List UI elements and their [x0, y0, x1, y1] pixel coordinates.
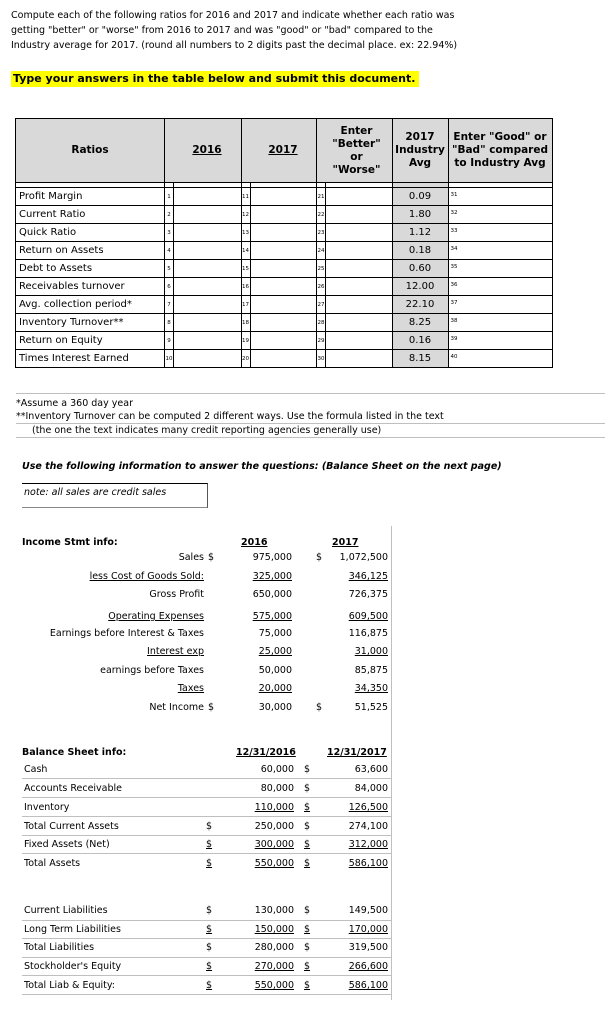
balance-row-dollar-2017: $ — [304, 942, 311, 953]
balance-row-value-2016: 280,000 — [254, 942, 294, 953]
ratio-row — [16, 296, 553, 314]
answer-cell-2017[interactable] — [250, 296, 317, 314]
answer-cell-good-bad[interactable] — [448, 188, 552, 206]
industry-average: 0.18 — [392, 242, 448, 260]
income-statement-title: Income Stmt info: — [22, 537, 118, 548]
balance-row-dollar-2017: $ — [304, 839, 311, 850]
header-good-bad: Enter "Good" or "Bad" compared to Industry Avg — [448, 119, 552, 183]
balance-row-value-2016: 300,000 — [254, 839, 294, 850]
ratio-row — [16, 224, 553, 242]
answer-cell-good-bad[interactable] — [448, 224, 552, 242]
credit-sales-note: note: all sales are credit sales — [24, 487, 167, 498]
ratio-row — [16, 350, 553, 368]
answer-cell-good-bad[interactable] — [448, 260, 552, 278]
balance-row-value-2017: 274,100 — [348, 821, 388, 832]
instruction-line-3: Industry average for 2017. (round all numbers to 2 digits past the decimal place. ex: 22.94%) — [11, 40, 458, 51]
answer-number-better-worse: 30 — [317, 350, 326, 368]
income-col-2017: 2017 — [332, 537, 359, 548]
answer-number-good-bad: 35 — [450, 264, 458, 270]
answer-cell-better-worse[interactable] — [326, 296, 393, 314]
ratio-name: Current Ratio — [16, 206, 165, 224]
income-row-value-2017: 116,875 — [348, 628, 388, 639]
answer-cell-good-bad[interactable] — [448, 206, 552, 224]
answer-cell-good-bad[interactable] — [448, 350, 552, 368]
balance-row-label: Stockholder's Equity — [24, 961, 122, 972]
balance-row-label: Current Liabilities — [24, 905, 108, 916]
answer-number-good-bad: 39 — [450, 336, 458, 342]
answer-number-2017: 19 — [241, 332, 250, 350]
balance-row-value-2017: 170,000 — [348, 924, 388, 935]
header-industry-avg: 2017 Industry Avg — [392, 119, 448, 183]
income-row-value-2017: 726,375 — [348, 589, 388, 600]
answer-cell-2016[interactable] — [174, 278, 242, 296]
answer-cell-2016[interactable] — [174, 350, 242, 368]
balance-row-value-2017: 312,000 — [348, 839, 388, 850]
income-row-value-2017: 609,500 — [348, 611, 388, 622]
income-row-dollar-2017: $ — [316, 702, 323, 713]
note-inventory-turnover-2: (the one the text indicates many credit reporting agencies generally use) — [32, 425, 382, 436]
answer-number-better-worse: 21 — [317, 188, 326, 206]
income-row-value-2016: 25,000 — [258, 646, 292, 657]
instruction-line-1: Compute each of the following ratios for 2016 and 2017 and indicate whether each ratio was — [11, 10, 455, 21]
balance-row-dollar-2016: $ — [206, 980, 213, 991]
header-better-worse: Enter "Better" or "Worse" — [326, 119, 393, 183]
balance-row-value-2016: 130,000 — [254, 905, 294, 916]
answer-cell-2017[interactable] — [250, 188, 317, 206]
balance-row-value-2016: 60,000 — [260, 764, 294, 775]
answer-cell-2016[interactable] — [174, 260, 242, 278]
answer-cell-better-worse[interactable] — [326, 260, 393, 278]
answer-cell-2016[interactable] — [174, 206, 242, 224]
ratio-name: Times Interest Earned — [16, 350, 165, 368]
balance-row-dollar-2016: $ — [206, 924, 213, 935]
header-2016: 2016 — [174, 119, 242, 183]
income-row-value-2016: 50,000 — [258, 665, 292, 676]
answer-number-good-bad: 32 — [450, 210, 458, 216]
balance-row-value-2016: 270,000 — [254, 961, 294, 972]
answer-number-2017: 15 — [241, 260, 250, 278]
balance-row-value-2017: 266,600 — [348, 961, 388, 972]
income-row-label: Earnings before Interest & Taxes — [49, 628, 204, 639]
balance-row-value-2016: 250,000 — [254, 821, 294, 832]
balance-row-value-2016: 550,000 — [254, 980, 294, 991]
answer-cell-better-worse[interactable] — [326, 350, 393, 368]
ratio-name: Profit Margin — [16, 188, 165, 206]
answer-number-good-bad: 31 — [450, 192, 458, 198]
industry-average: 12.00 — [392, 278, 448, 296]
balance-row-value-2016: 550,000 — [254, 858, 294, 869]
answer-number-good-bad: 36 — [450, 282, 458, 288]
answer-cell-2016[interactable] — [174, 332, 242, 350]
ratio-row — [16, 242, 553, 260]
income-row-value-2016: 975,000 — [252, 552, 292, 563]
balance-row-value-2017: 149,500 — [348, 905, 388, 916]
balance-row-value-2017: 84,000 — [354, 783, 388, 794]
answer-cell-better-worse[interactable] — [326, 188, 393, 206]
answer-number-2016: 7 — [165, 296, 174, 314]
balance-row-label: Long Term Liabilities — [24, 924, 121, 935]
balance-col-2016: 12/31/2016 — [236, 747, 296, 758]
answer-cell-2017[interactable] — [250, 278, 317, 296]
balance-col-2017: 12/31/2017 — [327, 747, 387, 758]
income-row-label: Operating Expenses — [108, 611, 204, 622]
answer-number-2017: 11 — [241, 188, 250, 206]
answer-cell-2016[interactable] — [174, 224, 242, 242]
answer-number-better-worse: 26 — [317, 278, 326, 296]
ratio-name: Avg. collection period* — [16, 296, 165, 314]
income-row-value-2016: 650,000 — [252, 589, 292, 600]
balance-row-label: Fixed Assets (Net) — [24, 839, 110, 850]
answer-cell-better-worse[interactable] — [326, 242, 393, 260]
income-row-value-2017: 346,125 — [348, 571, 388, 582]
ratios-table-header — [16, 119, 553, 183]
answer-number-good-bad: 38 — [450, 318, 458, 324]
ratio-row — [16, 188, 553, 206]
answer-number-2017: 18 — [241, 314, 250, 332]
balance-row-dollar-2017: $ — [304, 821, 311, 832]
balance-row-dollar-2016: $ — [206, 821, 213, 832]
balance-sheet-title: Balance Sheet info: — [22, 747, 127, 758]
balance-row-value-2016: 80,000 — [260, 783, 294, 794]
balance-row-dollar-2016: $ — [206, 839, 213, 850]
income-row-value-2017: 31,000 — [354, 646, 388, 657]
industry-average: 8.15 — [392, 350, 448, 368]
industry-average: 0.09 — [392, 188, 448, 206]
balance-row-value-2017: 126,500 — [348, 802, 388, 813]
answer-cell-2017[interactable] — [250, 242, 317, 260]
income-row-value-2017: 85,875 — [354, 665, 388, 676]
income-row-label: Taxes — [177, 683, 204, 694]
answer-number-2017: 17 — [241, 296, 250, 314]
ratio-row — [16, 260, 553, 278]
answer-cell-better-worse[interactable] — [326, 332, 393, 350]
income-col-2016: 2016 — [241, 537, 268, 548]
answer-cell-2017[interactable] — [250, 224, 317, 242]
income-row-label: Interest exp — [147, 646, 204, 657]
answer-number-2016: 10 — [165, 350, 174, 368]
answer-number-better-worse: 28 — [317, 314, 326, 332]
income-row-value-2017: 1,072,500 — [339, 552, 388, 563]
ratio-name: Inventory Turnover** — [16, 314, 165, 332]
instruction-highlight: Type your answers in the table below and submit this document. — [11, 71, 419, 87]
header-ratios: Ratios — [16, 119, 165, 183]
income-row-dollar-2016: $ — [208, 552, 215, 563]
answer-cell-2016[interactable] — [174, 242, 242, 260]
answer-number-2016: 6 — [165, 278, 174, 296]
ratio-name: Quick Ratio — [16, 224, 165, 242]
balance-row-dollar-2016: $ — [206, 961, 213, 972]
answer-number-better-worse: 22 — [317, 206, 326, 224]
answer-cell-good-bad[interactable] — [448, 332, 552, 350]
answer-cell-better-worse[interactable] — [326, 206, 393, 224]
balance-row-dollar-2016: $ — [206, 858, 213, 869]
ratio-row — [16, 206, 553, 224]
answer-number-better-worse: 27 — [317, 296, 326, 314]
balance-row-value-2017: 319,500 — [348, 942, 388, 953]
answer-cell-good-bad[interactable] — [448, 314, 552, 332]
ratio-name: Return on Assets — [16, 242, 165, 260]
balance-row-dollar-2017: $ — [304, 980, 311, 991]
income-row-label: Net Income — [149, 702, 204, 713]
balance-row-dollar-2017: $ — [304, 924, 311, 935]
instruction-line-2: getting "better" or "worse" from 2016 to 2017 and was "good" or "bad" compared to the — [11, 25, 433, 36]
balance-row-value-2017: 586,100 — [348, 858, 388, 869]
ratio-row — [16, 332, 553, 350]
industry-average: 1.80 — [392, 206, 448, 224]
balance-row-dollar-2017: $ — [304, 905, 311, 916]
balance-row-value-2016: 110,000 — [254, 802, 294, 813]
balance-row-label: Accounts Receivable — [24, 783, 123, 794]
answer-number-2017: 13 — [241, 224, 250, 242]
note-360-day: *Assume a 360 day year — [16, 398, 133, 409]
income-row-label: Sales — [178, 552, 204, 563]
answer-number-good-bad: 40 — [450, 354, 458, 360]
answer-cell-2017[interactable] — [250, 350, 317, 368]
answer-number-2017: 12 — [241, 206, 250, 224]
header-2017: 2017 — [250, 119, 317, 183]
ratio-name: Receivables turnover — [16, 278, 165, 296]
industry-average: 8.25 — [392, 314, 448, 332]
balance-row-label: Total Liabilities — [24, 942, 95, 953]
answer-cell-better-worse[interactable] — [326, 314, 393, 332]
balance-row-label: Cash — [24, 764, 48, 775]
balance-row-label: Total Current Assets — [24, 821, 119, 832]
industry-average: 22.10 — [392, 296, 448, 314]
income-row-value-2016: 20,000 — [258, 683, 292, 694]
income-row-value-2017: 51,525 — [354, 702, 388, 713]
answer-number-better-worse: 25 — [317, 260, 326, 278]
industry-average: 0.60 — [392, 260, 448, 278]
answer-number-2017: 14 — [241, 242, 250, 260]
industry-average: 1.12 — [392, 224, 448, 242]
balance-row-value-2016: 150,000 — [254, 924, 294, 935]
answer-number-good-bad: 33 — [450, 228, 458, 234]
answer-cell-2017[interactable] — [250, 314, 317, 332]
balance-row-dollar-2016: $ — [206, 942, 213, 953]
answer-number-better-worse: 24 — [317, 242, 326, 260]
balance-row-dollar-2017: $ — [304, 961, 311, 972]
answer-cell-better-worse[interactable] — [326, 224, 393, 242]
answer-cell-2016[interactable] — [174, 314, 242, 332]
answer-number-good-bad: 37 — [450, 300, 458, 306]
answer-number-2016: 4 — [165, 242, 174, 260]
industry-average: 0.16 — [392, 332, 448, 350]
ratio-row — [16, 278, 553, 296]
use-following-note: Use the following information to answer the questions: (Balance Sheet on the next page) — [22, 461, 502, 472]
answer-number-better-worse: 23 — [317, 224, 326, 242]
income-row-value-2016: 325,000 — [252, 571, 292, 582]
answer-number-2017: 16 — [241, 278, 250, 296]
ratio-name: Debt to Assets — [16, 260, 165, 278]
balance-row-label: Total Assets — [24, 858, 81, 869]
balance-row-dollar-2017: $ — [304, 858, 311, 869]
answer-number-2016: 3 — [165, 224, 174, 242]
balance-row-label: Total Liab & Equity: — [24, 980, 115, 991]
answer-cell-good-bad[interactable] — [448, 278, 552, 296]
income-row-label: less Cost of Goods Sold: — [89, 571, 204, 582]
income-row-value-2016: 75,000 — [258, 628, 292, 639]
balance-row-label: Inventory — [24, 802, 70, 813]
answer-cell-2016[interactable] — [174, 188, 242, 206]
income-row-value-2016: 575,000 — [252, 611, 292, 622]
answer-number-2016: 1 — [165, 188, 174, 206]
answer-cell-better-worse[interactable] — [326, 278, 393, 296]
answer-number-2017: 20 — [241, 350, 250, 368]
answer-cell-2017[interactable] — [250, 206, 317, 224]
answer-number-better-worse: 29 — [317, 332, 326, 350]
answer-number-2016: 8 — [165, 314, 174, 332]
ratio-row — [16, 314, 553, 332]
answer-number-2016: 2 — [165, 206, 174, 224]
balance-row-value-2017: 586,100 — [348, 980, 388, 991]
income-row-value-2016: 30,000 — [258, 702, 292, 713]
answer-number-good-bad: 34 — [450, 246, 458, 252]
income-row-dollar-2016: $ — [208, 702, 215, 713]
answer-number-2016: 9 — [165, 332, 174, 350]
income-row-label: Gross Profit — [149, 589, 204, 600]
balance-row-dollar-2017: $ — [304, 783, 311, 794]
income-row-value-2017: 34,350 — [354, 683, 388, 694]
answer-cell-2017[interactable] — [250, 332, 317, 350]
balance-row-dollar-2017: $ — [304, 764, 311, 775]
income-row-dollar-2017: $ — [316, 552, 323, 563]
balance-row-dollar-2017: $ — [304, 802, 311, 813]
balance-row-value-2017: 63,600 — [354, 764, 388, 775]
answer-cell-good-bad[interactable] — [448, 242, 552, 260]
answer-cell-2017[interactable] — [250, 260, 317, 278]
answer-number-2016: 5 — [165, 260, 174, 278]
income-row-label: earnings before Taxes — [100, 665, 204, 676]
answer-cell-good-bad[interactable] — [448, 296, 552, 314]
balance-row-dollar-2016: $ — [206, 905, 213, 916]
ratios-table — [15, 118, 553, 368]
ratio-name: Return on Equity — [16, 332, 165, 350]
note-inventory-turnover: **Inventory Turnover can be computed 2 different ways. Use the formula listed in the text — [16, 411, 444, 422]
answer-cell-2016[interactable] — [174, 296, 242, 314]
